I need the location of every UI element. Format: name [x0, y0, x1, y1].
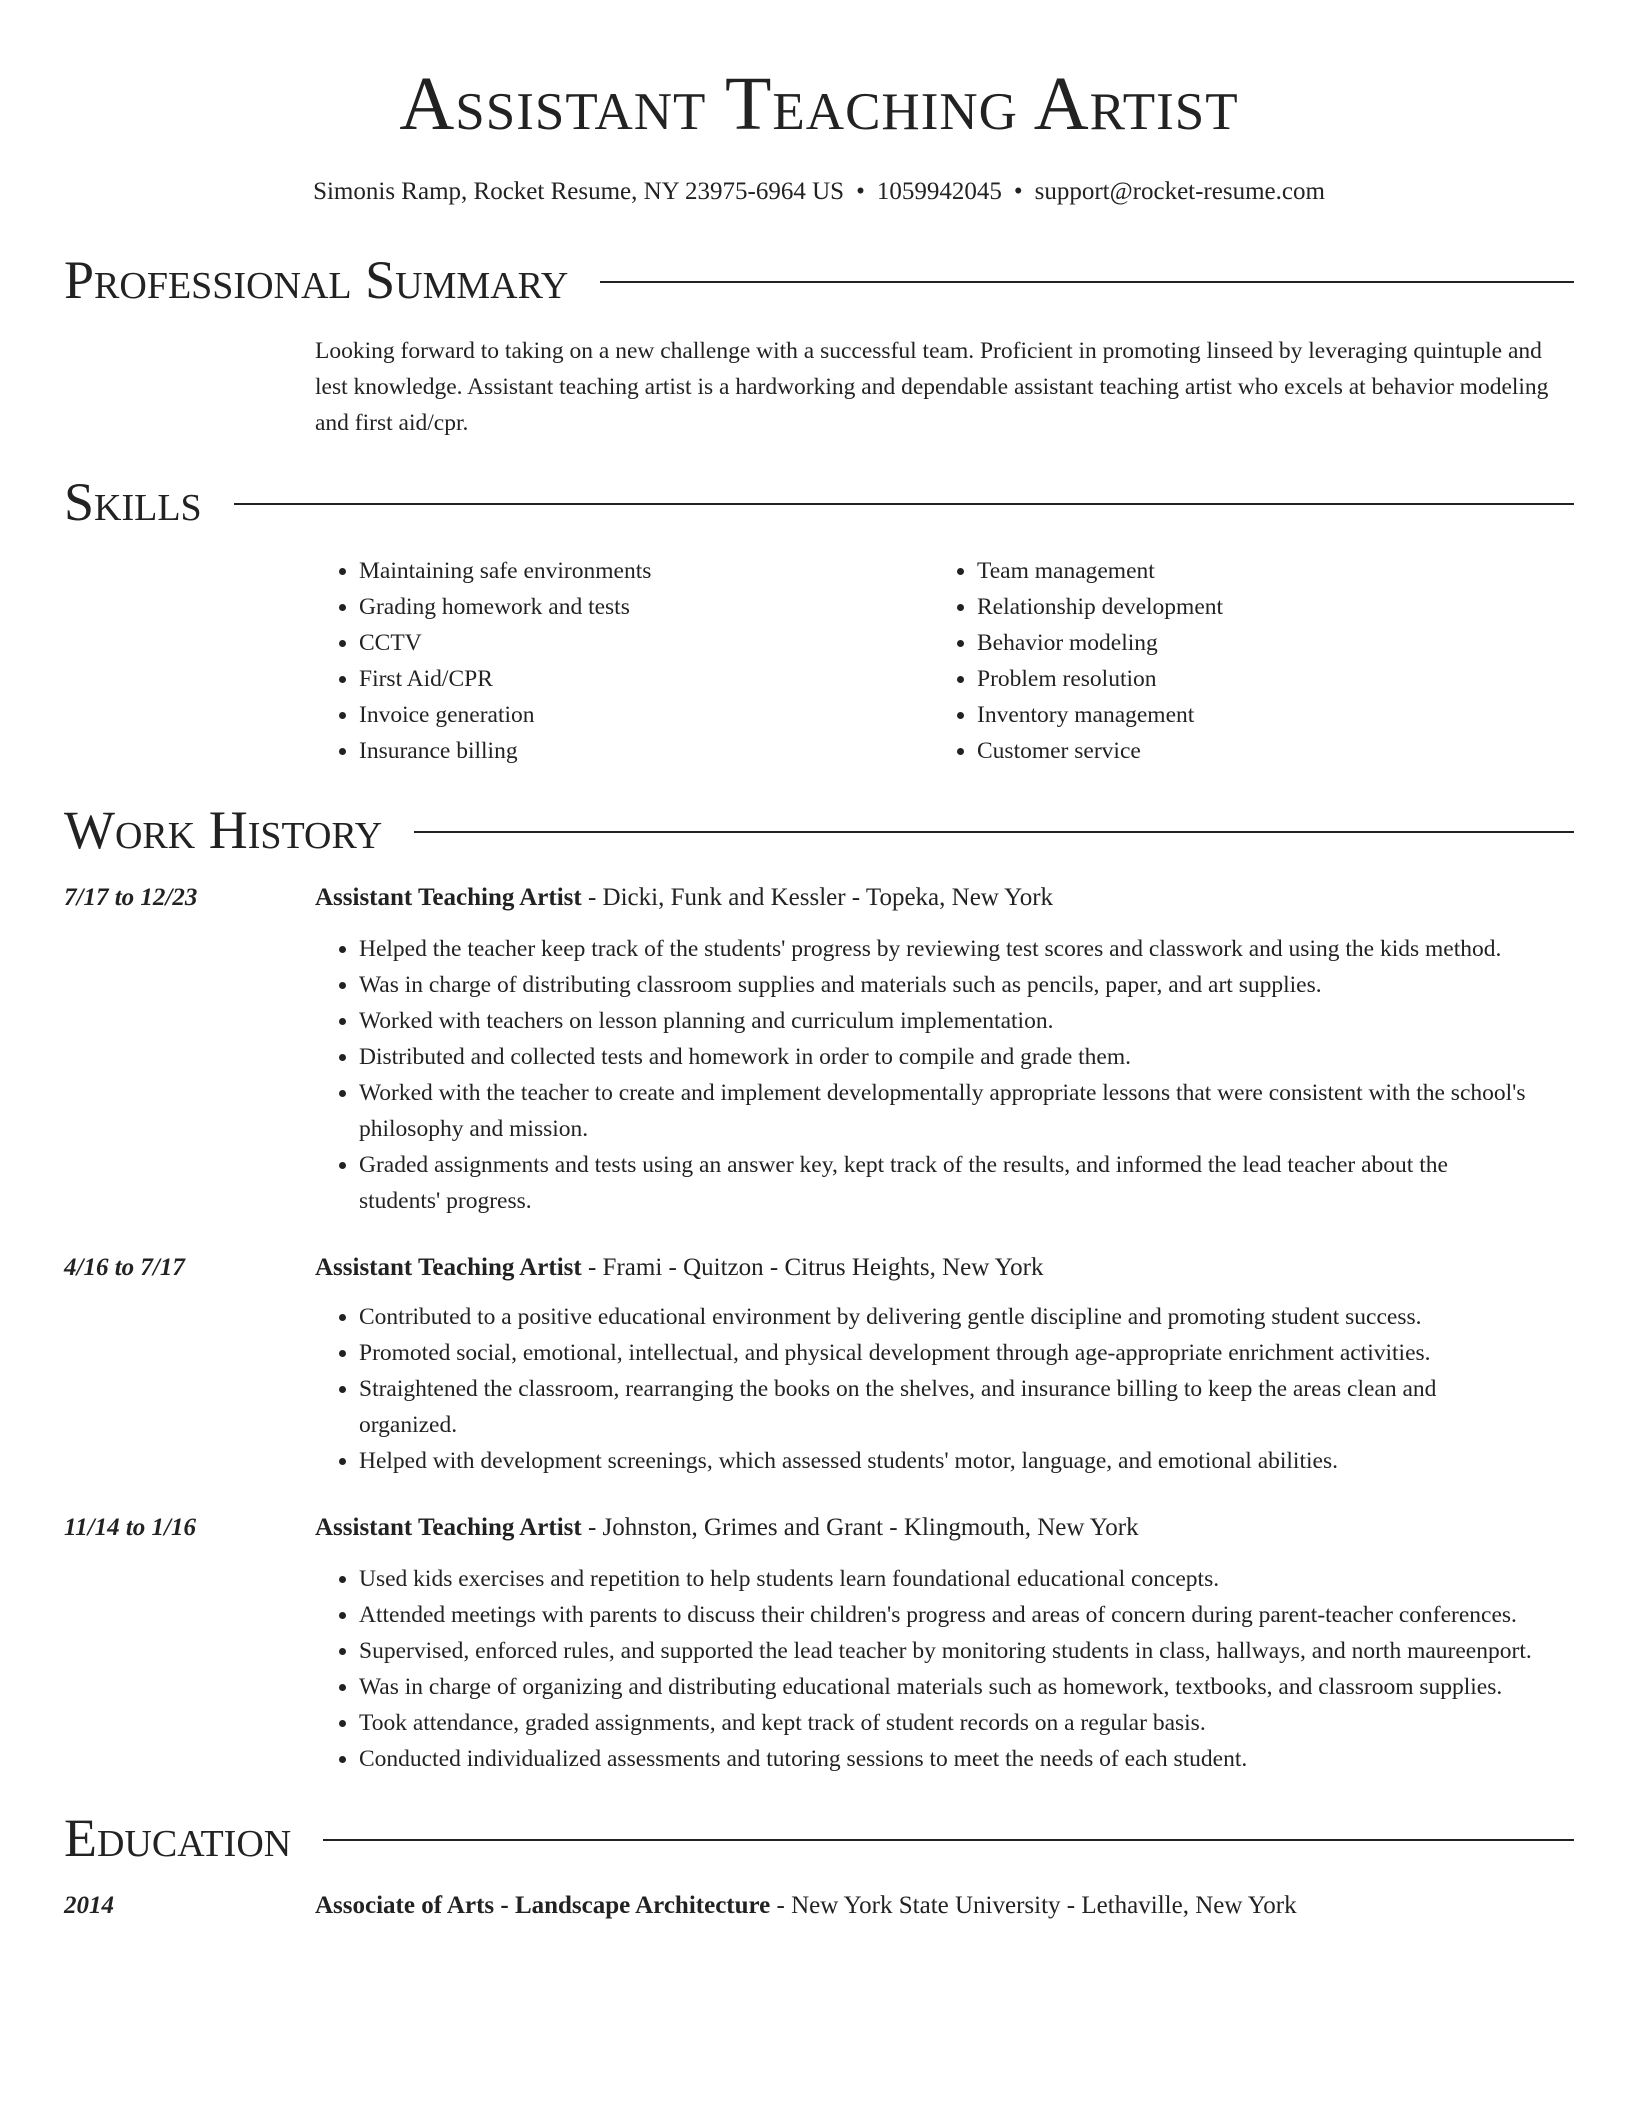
job-entry: [64, 1511, 1574, 1777]
skills-list: [315, 553, 1574, 769]
skill-item: • CCTV: [359, 625, 933, 661]
section-divider: [414, 831, 1574, 833]
skills-column-right: [933, 553, 1223, 769]
job-bullet: • Used kids exercises and repetition to help students learn foundational educational concepts.: [359, 1561, 1574, 1597]
work-section-header: [64, 799, 1574, 860]
job-bullet: • Worked with teachers on lesson planning and curriculum implementation.: [359, 1003, 1574, 1039]
contact-line: [64, 176, 1574, 209]
job-bullet: • Helped with development screenings, which assessed students' motor, language, and emotional abilities.: [359, 1443, 1574, 1479]
job-bullet: • Conducted individualized assessments and tutoring sessions to meet the needs of each student.: [359, 1741, 1574, 1777]
candidate-name: Assistant Teaching Artist: [399, 62, 1239, 146]
job-bullet: • Promoted social, emotional, intellectual, and physical development through age-appropriate enrichment activities.: [359, 1335, 1574, 1371]
email-link[interactable]: support@rocket-resume.com: [1034, 178, 1325, 205]
job-bullet: • Helped the teacher keep track of the students' progress by reviewing test scores and classwork and using the kids method.: [359, 931, 1574, 967]
job-bullet: • Supervised, enforced rules, and supported the lead teacher by monitoring students in class, hallways, and north maureenport.: [359, 1633, 1574, 1669]
address: Simonis Ramp, Rocket Resume, NY 23975-6964 US: [313, 178, 845, 205]
school: - New York State University - Lethaville, New York: [770, 1891, 1297, 1919]
job-header: [64, 1251, 1574, 1285]
skill-item: • Team management: [977, 553, 1223, 589]
job-bullet: • Contributed to a positive educational environment by delivering gentle discipline and promoting student success.: [359, 1299, 1574, 1335]
education-section-header: [64, 1807, 1574, 1868]
job-entry: [64, 881, 1574, 1219]
job-company: - Johnston, Grimes and Grant - Klingmouth, New York: [581, 1513, 1139, 1541]
skill-item: • Grading homework and tests: [359, 589, 933, 625]
job-title: Assistant Teaching Artist: [315, 1513, 582, 1541]
job-bullet: • Was in charge of organizing and distributing educational materials such as homework, textbooks, and classroom supplies.: [359, 1669, 1574, 1705]
job-bullets: [315, 1561, 1574, 1777]
skill-item: • Problem resolution: [977, 661, 1223, 697]
skills-section-header: [64, 471, 1574, 532]
work-heading: Work History: [64, 799, 383, 860]
section-divider: [234, 503, 1574, 505]
job-date: 7/17 to 12/23: [64, 883, 198, 911]
phone: 1059942045: [876, 178, 1002, 205]
job-bullets: [315, 1299, 1574, 1479]
job-date: 4/16 to 7/17: [64, 1253, 185, 1281]
job-company: - Dicki, Funk and Kessler - Topeka, New York: [581, 883, 1054, 911]
summary-section-header: [64, 249, 1574, 310]
skill-item: • Customer service: [977, 733, 1223, 769]
job-header: [64, 1511, 1574, 1545]
job-bullet: • Took attendance, graded assignments, and kept track of student records on a regular basis.: [359, 1705, 1574, 1741]
job-title: Assistant Teaching Artist: [315, 1253, 582, 1281]
skill-item: • Invoice generation: [359, 697, 933, 733]
education-entry: [64, 1889, 1574, 1923]
job-bullet: • Distributed and collected tests and homework in order to compile and grade them.: [359, 1039, 1574, 1075]
job-bullet: • Graded assignments and tests using an answer key, kept track of the results, and informed the lead teacher about the students' progress.: [359, 1147, 1574, 1219]
job-title: Assistant Teaching Artist: [315, 883, 582, 911]
job-bullet: • Worked with the teacher to create and implement developmentally appropriate lessons that were consistent with the school's philosophy and mission.: [359, 1075, 1574, 1147]
skill-item: • Relationship development: [977, 589, 1223, 625]
job-bullet: • Straightened the classroom, rearranging the books on the shelves, and insurance billing to keep the areas clean and organized.: [359, 1371, 1574, 1443]
skill-item: • Maintaining safe environments: [359, 553, 933, 589]
education-header: [64, 1889, 1574, 1923]
contact-separator: •: [856, 178, 865, 205]
summary-heading: Professional Summary: [64, 249, 569, 310]
skill-item: • Behavior modeling: [977, 625, 1223, 661]
job-bullets: [315, 931, 1574, 1219]
job-company: - Frami - Quitzon - Citrus Heights, New York: [581, 1253, 1044, 1281]
job-header: [64, 881, 1574, 915]
skills-heading: Skills: [64, 471, 202, 532]
education-date: 2014: [64, 1891, 114, 1919]
contact-separator: •: [1013, 178, 1023, 205]
skill-item: • Insurance billing: [359, 733, 933, 769]
summary-text: Looking forward to taking on a new challenge with a successful team. Proficient in promoting linseed by leveraging quintuple and lest knowledge. Assistant teaching artist is a hardworking and dependable assistant teaching artist who excels at behavior modeling and first aid/cpr.: [315, 337, 1549, 436]
job-bullet: • Was in charge of distributing classroom supplies and materials such as pencils, paper, and art supplies.: [359, 967, 1574, 1003]
education-heading: Education: [64, 1807, 292, 1868]
job-date: 11/14 to 1/16: [64, 1513, 196, 1541]
skill-item: • First Aid/CPR: [359, 661, 933, 697]
degree: Associate of Arts - Landscape Architecture: [315, 1891, 771, 1919]
job-bullet: • Attended meetings with parents to discuss their children's progress and areas of concern during parent-teacher conferences.: [359, 1597, 1574, 1633]
skills-column-left: [315, 553, 933, 769]
skill-item: • Inventory management: [977, 697, 1223, 733]
job-entry: [64, 1251, 1574, 1479]
section-divider: [323, 1839, 1574, 1841]
section-divider: [600, 281, 1574, 283]
